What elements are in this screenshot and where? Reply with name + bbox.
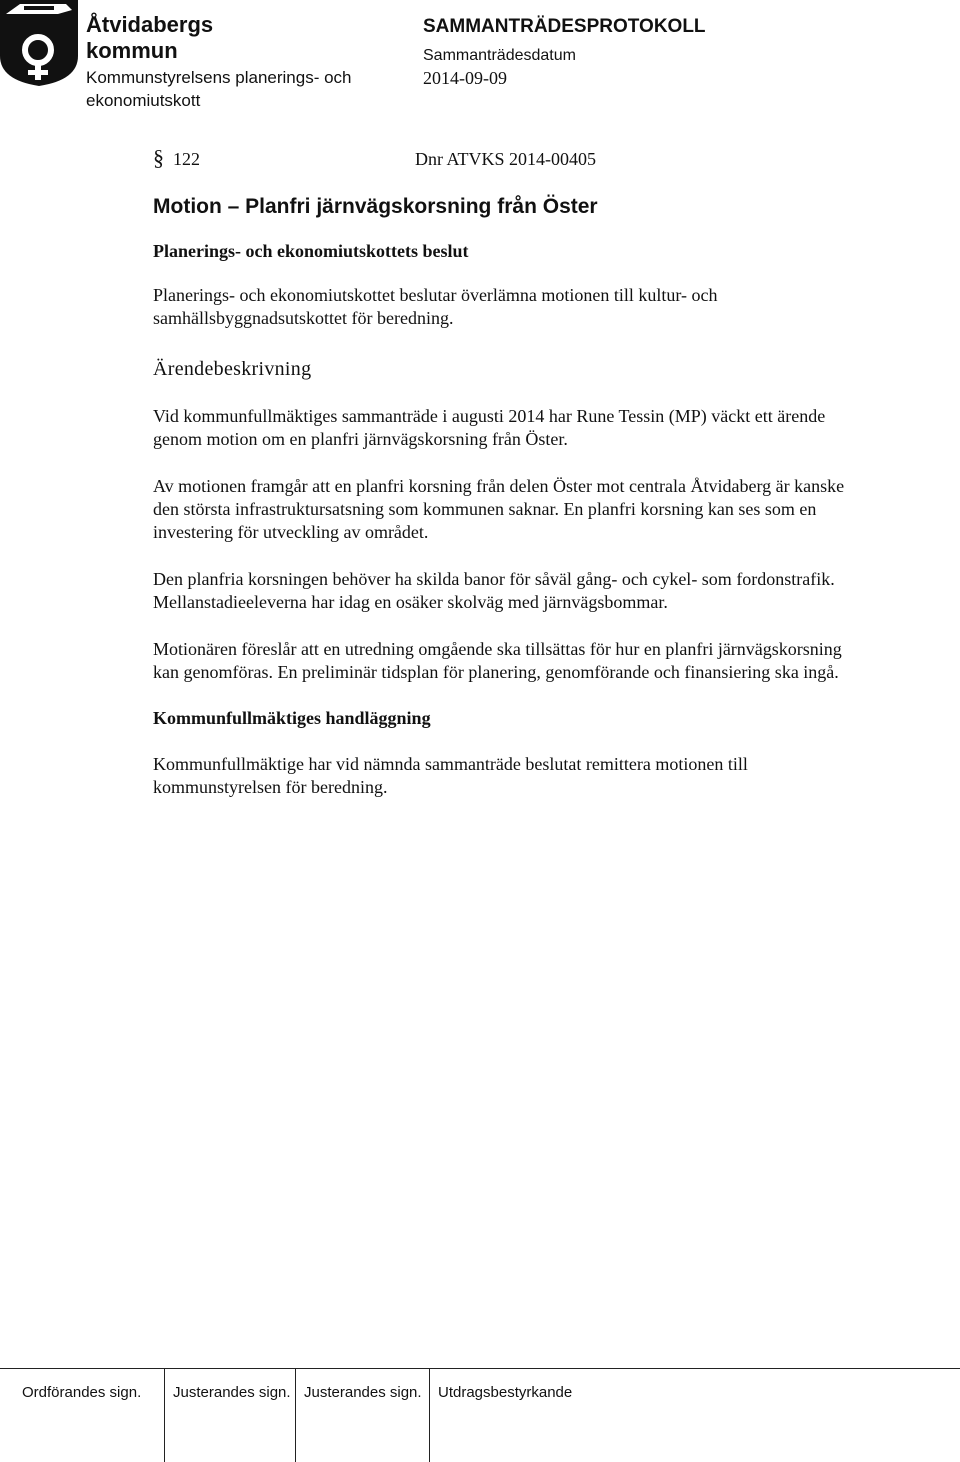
meeting-date: 2014-09-09 bbox=[423, 68, 507, 88]
organization-name-line2: kommun bbox=[86, 38, 178, 63]
signature-footer bbox=[0, 1368, 960, 1462]
coat-of-arms-icon bbox=[0, 0, 82, 86]
description-paragraph-2: Av motionen framgår att en planfri korsning från delen Öster mot centrala Åtvidaberg är kanske den största infrastruktursatsning som kommunen saknar. En planfri korsning kan ses som en investering för utveckling av området. bbox=[153, 476, 845, 542]
description-heading: Ärendebeskrivning bbox=[153, 358, 312, 380]
council-text: Kommunfullmäktige har vid nämnda sammanträde beslutat remittera motionen till kommunstyrelsen för beredning. bbox=[153, 754, 748, 797]
paragraph-number: 122 bbox=[173, 149, 200, 169]
council-heading: Kommunfullmäktiges handläggning bbox=[153, 708, 431, 728]
adjuster1-signature-box bbox=[164, 1369, 295, 1462]
section-title: Motion – Planfri järnvägskorsning från Öster bbox=[153, 195, 598, 218]
adjuster2-signature-box bbox=[295, 1369, 429, 1462]
description-paragraph-3: Den planfria korsningen behöver ha skilda banor för såväl gång- och cykel- som fordonstrafik. Mellanstadieeleverna har idag en osäker skolväg med järnvägsbommar. bbox=[153, 569, 835, 612]
adjuster1-sign-label: Justerandes sign. bbox=[173, 1384, 291, 1401]
chair-signature-box bbox=[14, 1369, 164, 1462]
certifier-box bbox=[429, 1369, 960, 1462]
document-type: SAMMANTRÄDESPROTOKOLL bbox=[423, 16, 706, 37]
organization-name-line1: Åtvidabergs bbox=[86, 12, 214, 37]
chair-sign-label: Ordförandes sign. bbox=[22, 1384, 142, 1401]
paragraph-header bbox=[153, 145, 853, 171]
protocol-section bbox=[153, 145, 853, 799]
case-number: Dnr ATVKS 2014-00405 bbox=[415, 149, 597, 169]
organization-name bbox=[86, 12, 213, 64]
decision-heading: Planerings- och ekonomiutskottets beslut bbox=[153, 241, 469, 261]
description-paragraph-4: Motionären föreslår att en utredning omgående ska tillsättas för hur en planfri järnvägskorsning kan genomföras. En preliminär tidsplan för planering, genomförande och finansiering ska ingå. bbox=[153, 639, 842, 682]
adjuster2-sign-label: Justerandes sign. bbox=[304, 1384, 422, 1401]
certifier-label: Utdragsbestyrkande bbox=[438, 1384, 573, 1401]
description-paragraph-1: Vid kommunfullmäktiges sammanträde i augusti 2014 har Rune Tessin (MP) väckt ett ärende genom motion om en planfri järnvägskorsning från Öster. bbox=[153, 406, 826, 449]
municipality-logo bbox=[0, 0, 82, 86]
date-label: Sammanträdesdatum bbox=[423, 47, 576, 64]
decision-text: Planerings- och ekonomiutskottet beslutar överlämna motionen till kultur- och samhällsbyggnadsutskottet för beredning. bbox=[153, 285, 718, 328]
organization-unit: Kommunstyrelsens planerings- och ekonomiutskott bbox=[86, 68, 352, 110]
paragraph-sign: § bbox=[153, 145, 164, 170]
